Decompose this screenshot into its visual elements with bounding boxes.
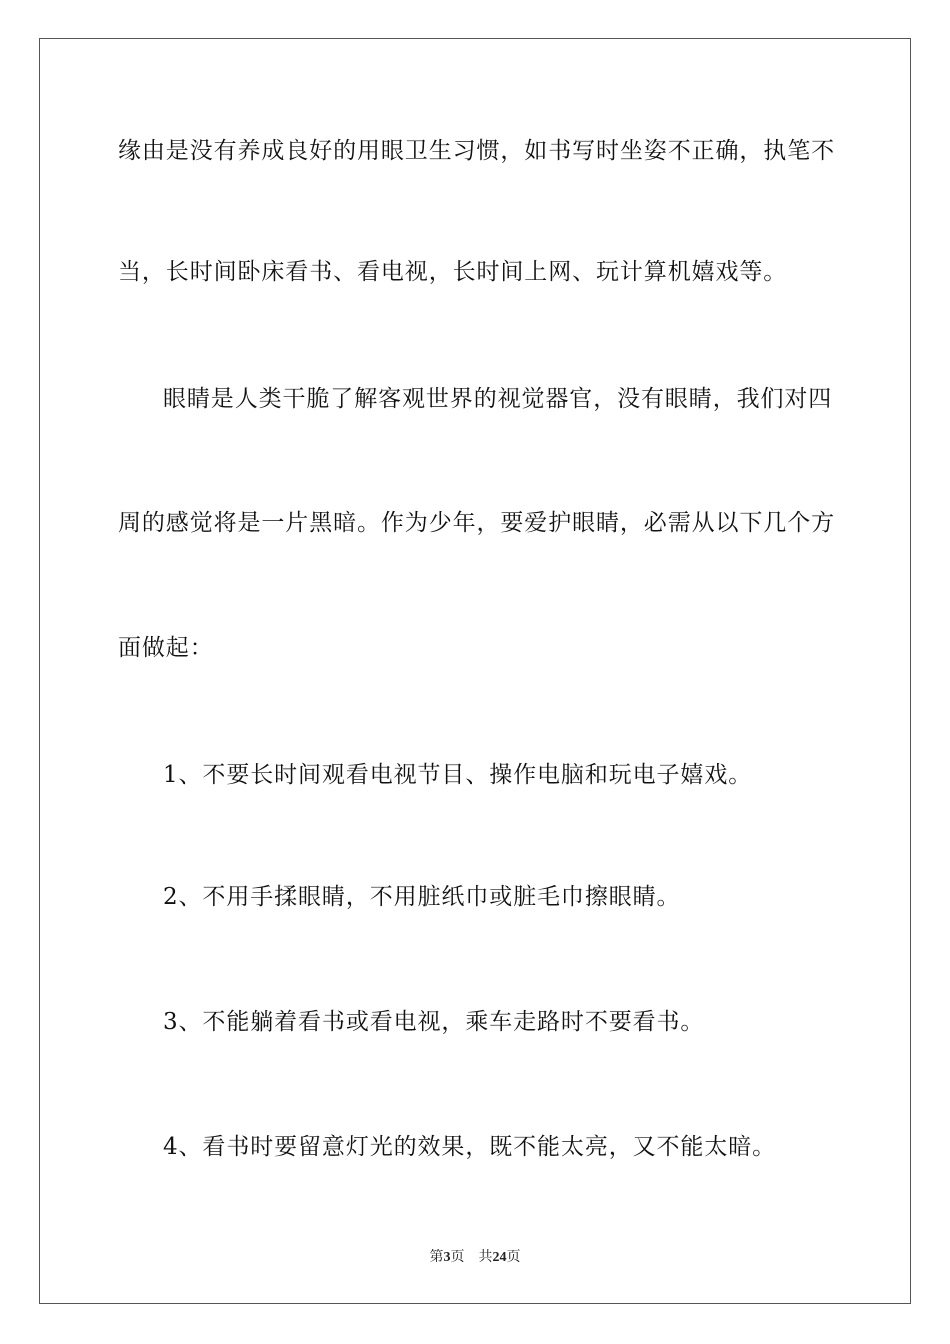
text-line-5: 面做起： bbox=[118, 635, 214, 661]
text-line-1: 缘由是没有养成良好的用眼卫生习惯，如书写时坐姿不正确，执笔不 bbox=[118, 138, 835, 164]
list-item-4: 4、看书时要留意灯光的效果，既不能太亮，又不能太暗。 bbox=[163, 1134, 777, 1160]
page-border bbox=[39, 38, 911, 1304]
list-item-1: 1、不要长时间观看电视节目、操作电脑和玩电子嬉戏。 bbox=[163, 762, 753, 788]
text-line-3: 眼睛是人类干脆了解客观世界的视觉器官，没有眼睛，我们对四 bbox=[163, 386, 833, 412]
footer-page-suffix: 页 bbox=[450, 1249, 465, 1265]
footer-total-suffix: 页 bbox=[506, 1249, 521, 1265]
footer-total-pages: 24 bbox=[492, 1250, 507, 1265]
list-item-3: 3、不能躺着看书或看电视，乘车走路时不要看书。 bbox=[163, 1009, 705, 1035]
footer-total-prefix: 共 bbox=[478, 1249, 493, 1265]
footer-page-number: 3 bbox=[443, 1250, 451, 1265]
list-item-2: 2、不用手揉眼睛，不用脏纸巾或脏毛巾擦眼睛。 bbox=[163, 884, 681, 910]
footer-page-prefix: 第 bbox=[429, 1249, 444, 1265]
page-footer bbox=[0, 1248, 950, 1267]
text-line-4: 周的感觉将是一片黑暗。作为少年，要爱护眼睛，必需从以下几个方 bbox=[118, 510, 835, 536]
text-line-2: 当，长时间卧床看书、看电视，长时间上网、玩计算机嬉戏等。 bbox=[118, 259, 788, 285]
